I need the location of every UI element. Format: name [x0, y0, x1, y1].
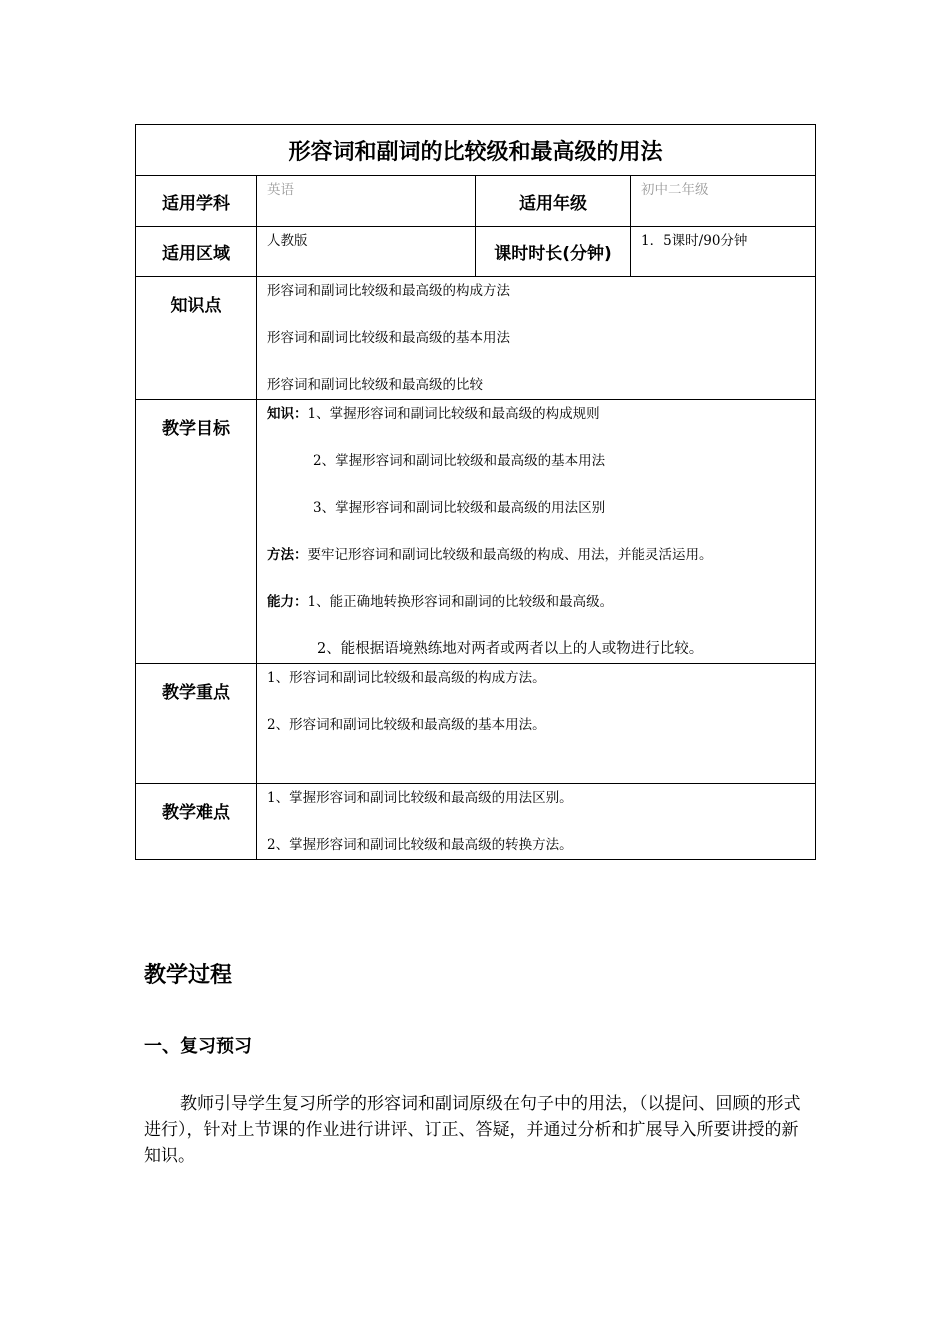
- grade-label: 适用年级: [476, 176, 631, 227]
- region-value: 人教版: [257, 227, 476, 277]
- goal-knowledge-prefix: 知识：: [267, 406, 308, 422]
- goal-method: 要牢记形容词和副词比较级和最高级的构成、用法，并能灵活运用。: [307, 547, 713, 563]
- process-heading: 教学过程: [144, 963, 233, 988]
- goals-label: 教学目标: [136, 400, 257, 664]
- key-point-item: 2、形容词和副词比较级和最高级的基本用法。: [267, 717, 546, 733]
- goal-knowledge-1: 1、掌握形容词和副词比较级和最高级的构成规则: [307, 406, 600, 422]
- knowledge-item: 形容词和副词比较级和最高级的构成方法: [267, 283, 510, 299]
- subject-label: 适用学科: [136, 176, 257, 227]
- duration-value: 1．5课时/90分钟: [631, 227, 816, 277]
- difficult-point-item: 1、掌握形容词和副词比较级和最高级的用法区别。: [267, 790, 573, 806]
- key-point-item: 1、形容词和副词比较级和最高级的构成方法。: [267, 670, 546, 686]
- review-section-text: 教师引导学生复习所学的形容词和副词原级在句子中的用法，（以提问、回顾的形式进行），针对上节课的作业进行讲评、订正、答疑，并通过分析和扩展导入所要讲授的新知识。: [144, 1094, 801, 1166]
- goal-ability-2: 2、能根据语境熟练地对两者或两者以上的人或物进行比较。: [317, 641, 704, 657]
- knowledge-label: 知识点: [136, 277, 257, 400]
- key-points-label: 教学重点: [136, 664, 257, 784]
- goal-ability-prefix: 能力：: [267, 594, 308, 610]
- knowledge-item: 形容词和副词比较级和最高级的比较: [267, 377, 483, 393]
- difficult-point-item: 2、掌握形容词和副词比较级和最高级的转换方法。: [267, 837, 573, 853]
- knowledge-points: [257, 277, 816, 400]
- goal-method-prefix: 方法：: [267, 547, 308, 563]
- teaching-goals: [257, 400, 816, 664]
- difficult-points: [257, 784, 816, 860]
- duration-label: 课时时长(分钟): [476, 227, 631, 277]
- goal-knowledge-2: 2、掌握形容词和副词比较级和最高级的基本用法: [313, 453, 606, 469]
- goal-knowledge-3: 3、掌握形容词和副词比较级和最高级的用法区别: [313, 500, 606, 516]
- region-label: 适用区域: [136, 227, 257, 277]
- knowledge-item: 形容词和副词比较级和最高级的基本用法: [267, 330, 510, 346]
- key-points: [257, 664, 816, 784]
- table-title: 形容词和副词的比较级和最高级的用法: [136, 125, 816, 176]
- review-section-title: 一、复习预习: [144, 1036, 252, 1057]
- subject-value: 英语: [257, 176, 476, 227]
- lesson-info-table: [135, 124, 816, 860]
- difficult-points-label: 教学难点: [136, 784, 257, 860]
- grade-value: 初中二年级: [631, 176, 816, 227]
- goal-ability-1: 1、能正确地转换形容词和副词的比较级和最高级。: [307, 594, 614, 610]
